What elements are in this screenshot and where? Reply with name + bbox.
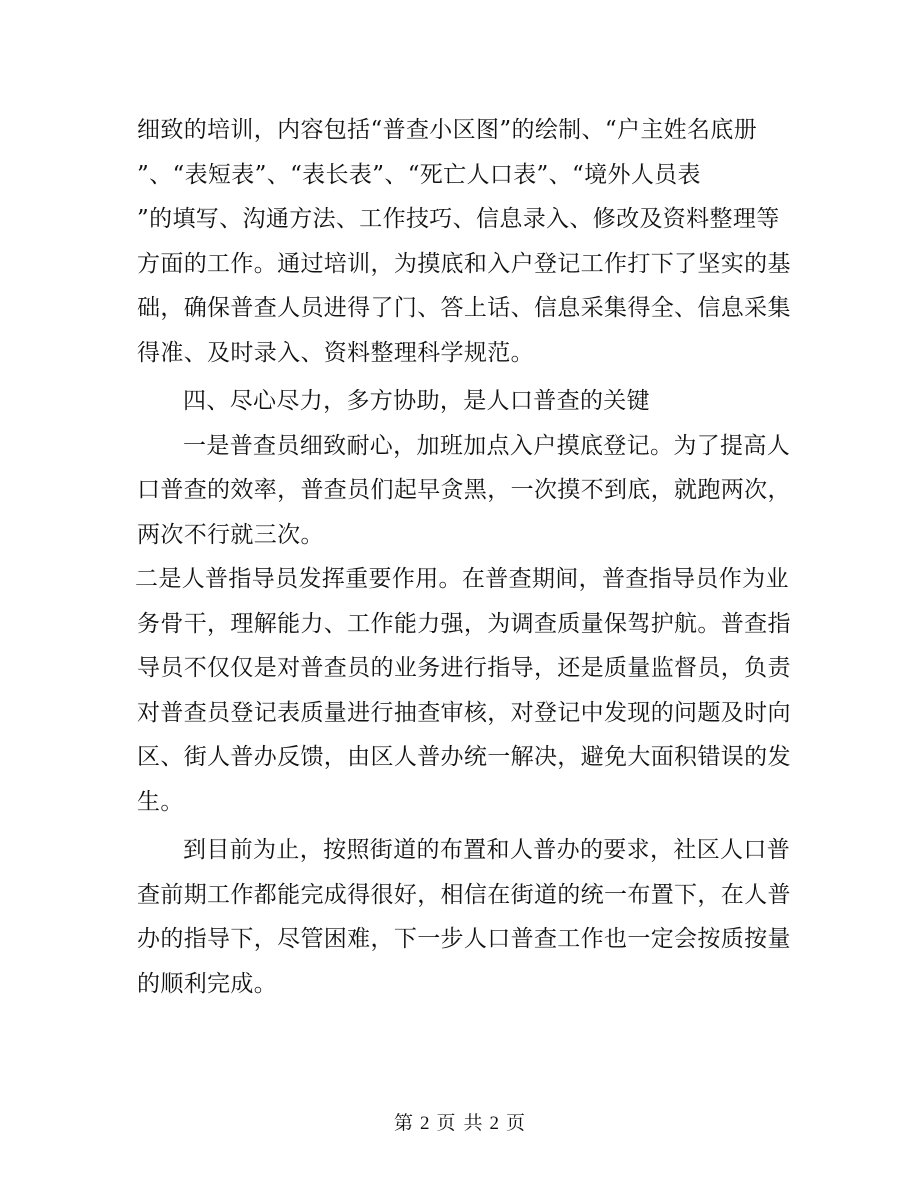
text-line: 一是普查员细致耐心，加班加点入户摸底登记。为了提高人	[183, 432, 791, 459]
footer-total-pages: 2	[489, 1113, 501, 1134]
text-line: ”的填写、沟通方法、工作技巧、信息录入、修改及资料整理等	[137, 206, 780, 232]
footer-prefix: 第	[393, 1112, 414, 1134]
paragraph-conclusion	[137, 828, 791, 1006]
text-line: 区、街人普办反馈，由区人普办统一解决，避免大面积错误的发	[137, 744, 791, 770]
text-line: 导员不仅仅是对普查员的业务进行指导，还是质量监督员，负责	[137, 655, 791, 681]
text-line: 生。	[137, 788, 184, 815]
text-line: 方面的工作。通过培训，为摸底和入户登记工作打下了坚实的基	[137, 250, 791, 277]
paragraph-enumerators	[137, 424, 791, 558]
heading-line: 四、尽心尽力，多方协助，是人口普查的关键	[183, 388, 650, 414]
text-line: 务骨干，理解能力、工作能力强，为调查质量保驾护航。普查指	[137, 610, 791, 637]
text-line: 础，确保普查人员进得了门、答上话、信息采集得全、信息采集	[137, 295, 791, 321]
text-line: 口普查的效率，普查员们起早贪黑，一次摸不到底，就跑两次，	[137, 477, 791, 503]
text-line: 办的指导下，尽管困难，下一步人口普查工作也一定会按质按量	[137, 926, 791, 952]
text-line: 二是人普指导员发挥重要作用。在普查期间，普查指导员作为业	[135, 566, 789, 592]
text-line: 细致的培训，内容包括“普查小区图”的绘制、“户主姓名底册	[137, 117, 758, 143]
footer-suffix: 页	[506, 1112, 527, 1134]
text-line: ”、“表短表”、“表长表”、“死亡人口表”、“境外人员表	[137, 161, 701, 188]
footer-current-page: 2	[419, 1113, 431, 1134]
text-line: 查前期工作都能完成得很好，相信在街道的统一布置下，在人普	[137, 881, 791, 908]
text-line: 两次不行就三次。	[137, 521, 324, 548]
text-line: 的顺利完成。	[137, 970, 278, 997]
text-line: 得准、及时录入、资料整理科学规范。	[137, 339, 534, 366]
document-body	[135, 108, 791, 1006]
section-heading	[137, 379, 787, 424]
paragraph-training	[137, 108, 791, 375]
footer-middle: 页 共	[436, 1112, 484, 1134]
paragraph-instructors	[135, 557, 791, 824]
page-footer	[0, 1108, 920, 1135]
text-line: 对普查员登记表质量进行抽查审核，对登记中发现的问题及时向	[137, 699, 791, 726]
text-line: 到目前为止，按照街道的布置和人普办的要求，社区人口普	[183, 837, 791, 863]
